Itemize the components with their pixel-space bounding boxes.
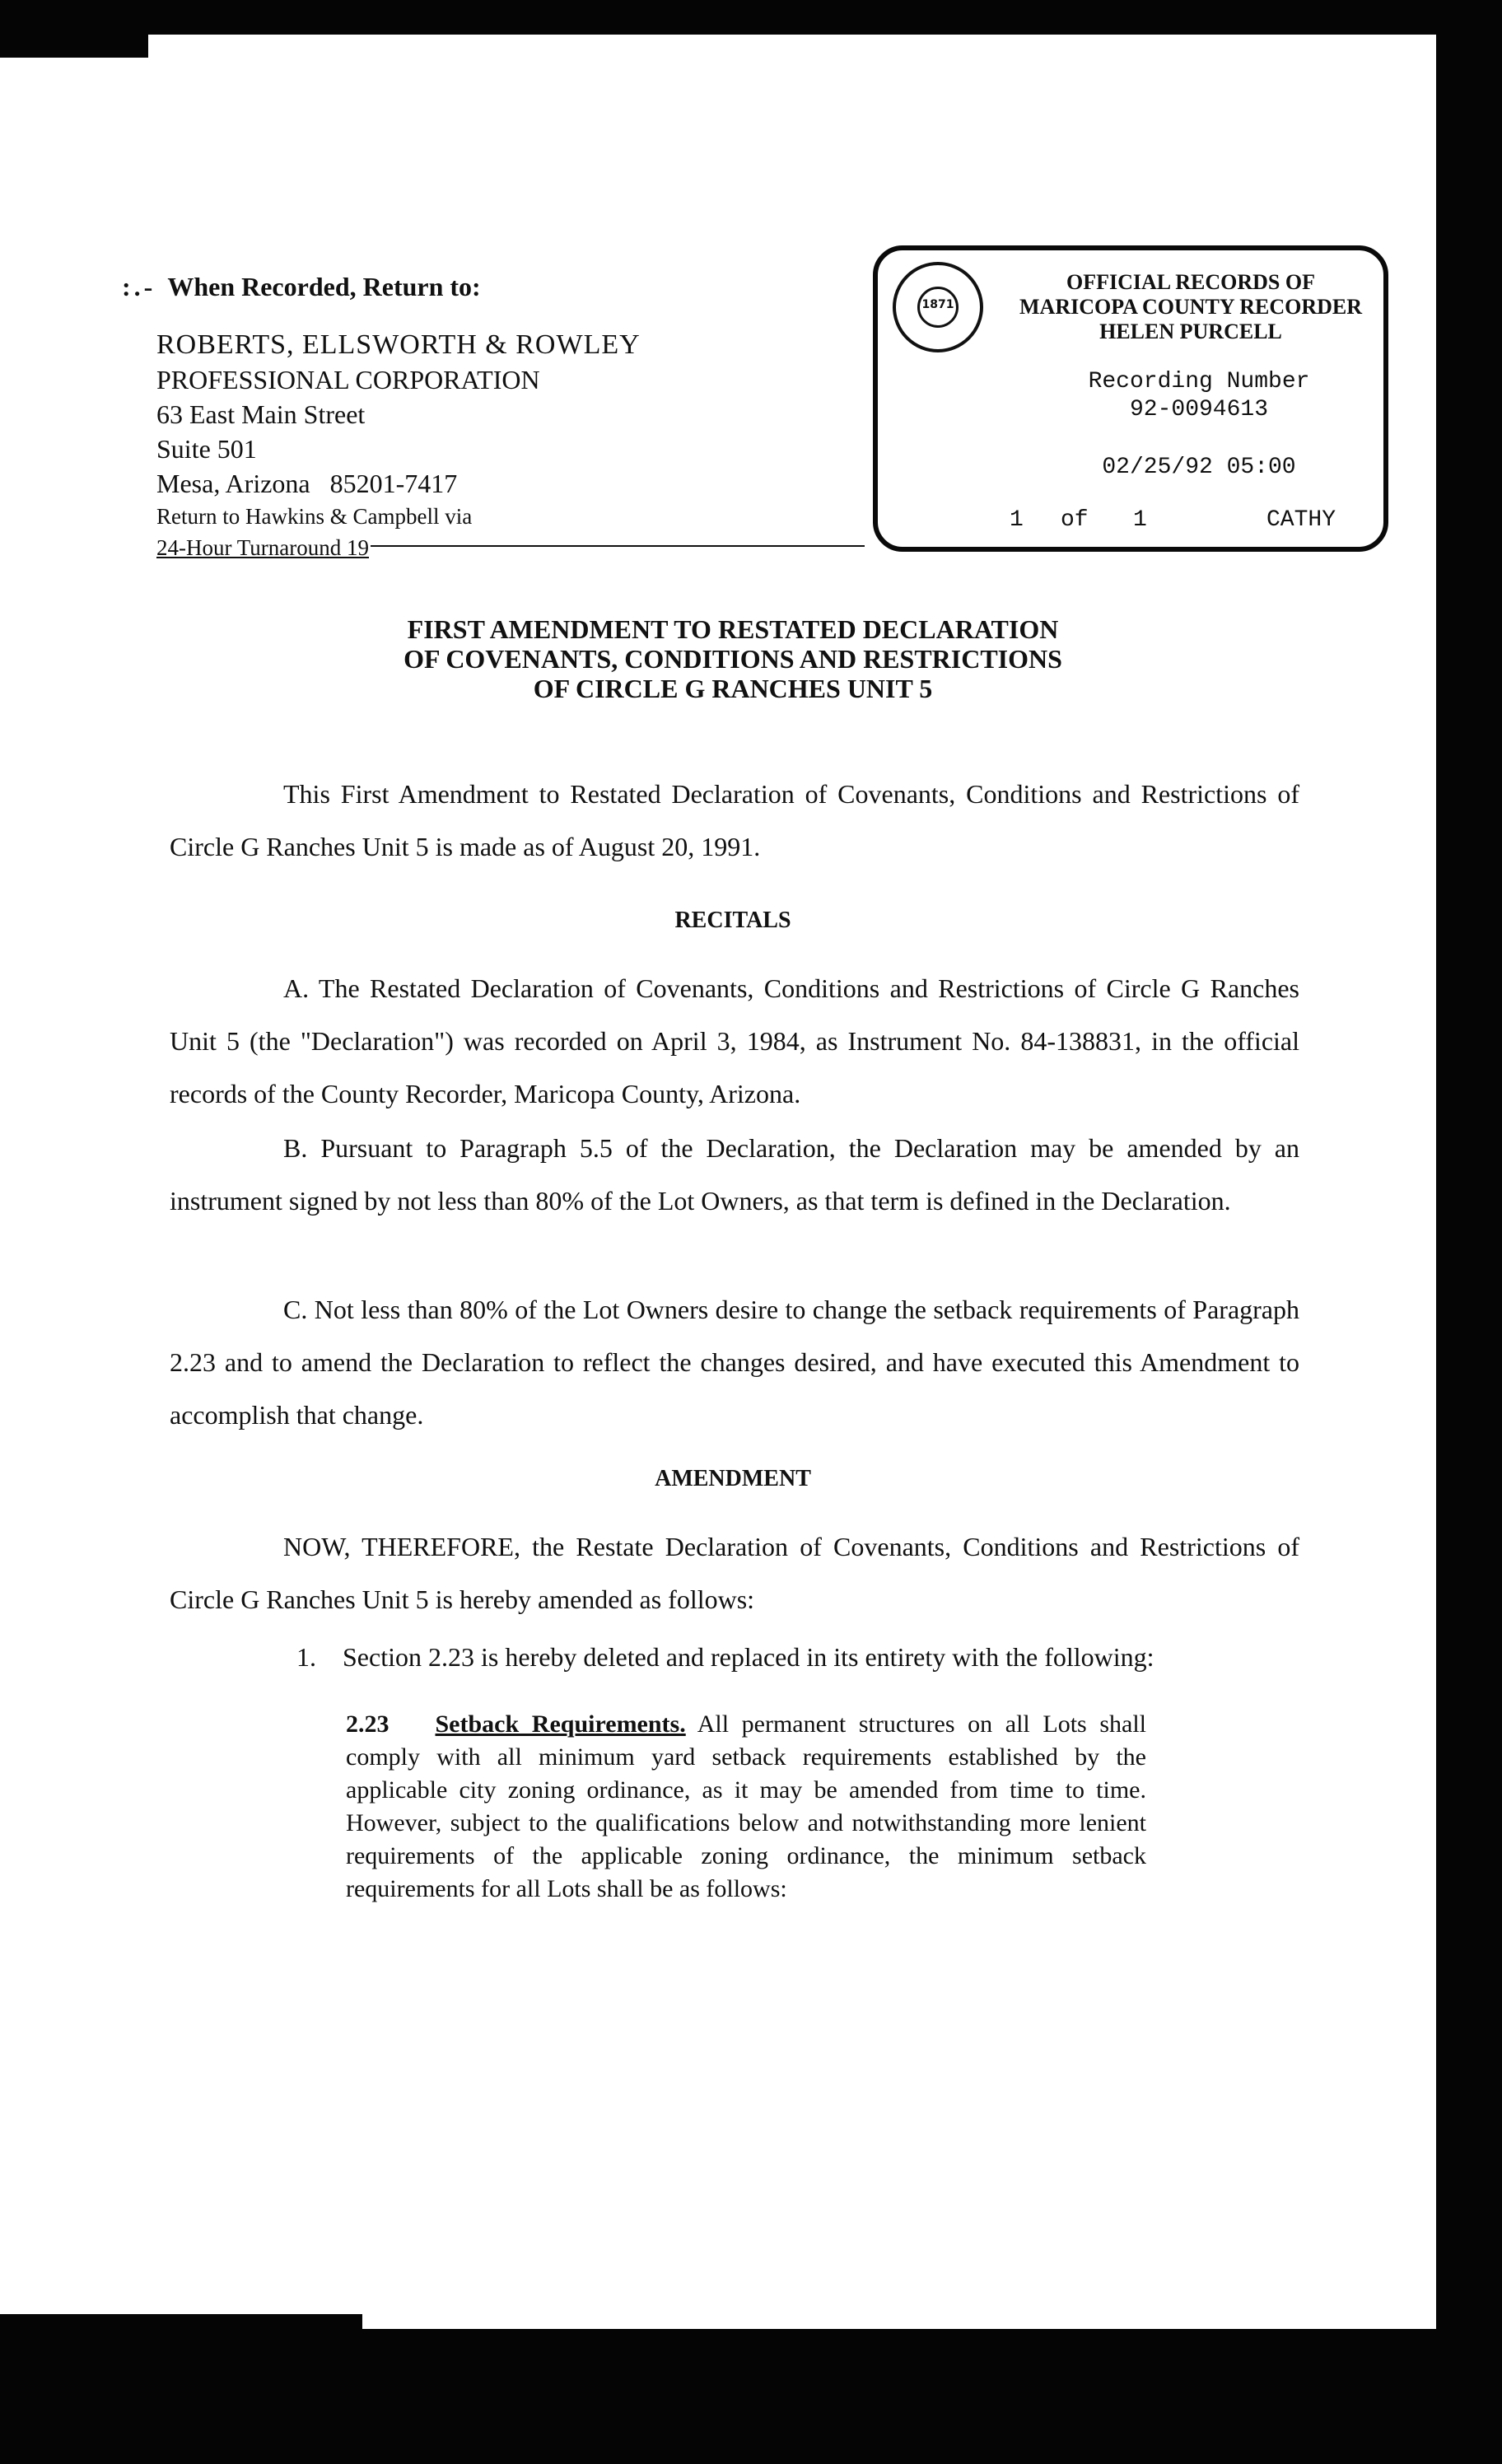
recording-label: Recording Number xyxy=(1088,369,1310,394)
firm-corporation: PROFESSIONAL CORPORATION xyxy=(156,365,540,394)
title-line3: OF CIRCLE G RANCHES UNIT 5 xyxy=(533,674,933,703)
office-line3: HELEN PURCELL xyxy=(1099,320,1282,343)
section-title: Setback Requirements. xyxy=(435,1710,686,1738)
recital-c-text: C. Not less than 80% of the Lot Owners desire to change the setback requirements of Paragraph 2.23 and to amend the Declaration to reflect the changes desired, and have executed this Amendment to accomplish that change. xyxy=(170,1295,1299,1430)
return-note-line1: Return to Hawkins & Campbell via xyxy=(156,504,473,529)
suite-line: Suite 501 xyxy=(156,434,257,464)
street-line: 63 East Main Street xyxy=(156,399,366,429)
page-of-label: of xyxy=(1061,507,1089,533)
section-text: All permanent structures on all Lots shall comply with all minimum yard setback requirements established by the applicable city zoning ordinance, as it may be amended from time to time. However, subject to the qualifications below and notwithstanding more lenient requirements of the applicable zoning ordinance, the minimum setback requirements for all Lots shall be as follows: xyxy=(346,1710,1146,1902)
return-address xyxy=(156,328,641,563)
recording-date: 02/25/92 05:00 xyxy=(1102,455,1296,480)
amendment-item-1 xyxy=(296,1642,1154,1673)
recital-a xyxy=(170,962,1299,1120)
office-line1: OFFICIAL RECORDS OF xyxy=(1066,270,1315,294)
item-number: 1. xyxy=(296,1642,316,1672)
recorder-office xyxy=(993,270,1388,344)
title-line2: OF COVENANTS, CONDITIONS AND RESTRICTIONS xyxy=(403,644,1062,674)
return-label: When Recorded, Return to: xyxy=(167,272,481,301)
scan-border-bottom xyxy=(0,2329,1502,2464)
intro-paragraph xyxy=(170,768,1299,873)
recital-a-text: A. The Restated Declaration of Covenants, Conditions and Restrictions of Circle G Ranches Unit 5 (the "Declaration") was recorded on April 3, 1984, as Instrument No. 84-138831, in the official records of the County Recorder, Maricopa County, Arizona. xyxy=(170,973,1299,1108)
firm-name: ROBERTS, ELLSWORTH & ROWLEY xyxy=(156,329,641,360)
recital-b xyxy=(170,1122,1299,1227)
recital-c xyxy=(170,1283,1299,1441)
section-number: 2.23 xyxy=(346,1710,389,1738)
amendment-heading: AMENDMENT xyxy=(655,1466,811,1491)
total-pages: 1 xyxy=(1133,507,1147,533)
scan-border-right xyxy=(1436,0,1502,2464)
return-note-line2: 24-Hour Turnaround 19 xyxy=(156,535,370,560)
now-therefore-text: NOW, THEREFORE, the Restate Declaration of Covenants, Conditions and Restrictions of Circle G Ranches Unit 5 is hereby amended as follows: xyxy=(170,1532,1299,1614)
county-seal-icon xyxy=(893,262,983,352)
clerk-name: CATHY xyxy=(1266,507,1336,533)
seal-year: 1871 xyxy=(921,298,954,311)
address-rule xyxy=(371,545,865,547)
section-2-23 xyxy=(346,1708,1146,1906)
item-text: Section 2.23 is hereby deleted and replaced in its entirety with the following: xyxy=(343,1642,1154,1672)
recording-number: 92-0094613 xyxy=(1129,397,1269,422)
page-number: 1 xyxy=(1010,507,1024,533)
intro-text: This First Amendment to Restated Declaration of Covenants, Conditions and Restrictions of Circle G Ranches Unit 5 is made as of August 20, 1991. xyxy=(170,779,1299,861)
recitals-heading: RECITALS xyxy=(674,908,791,933)
office-line2: MARICOPA COUNTY RECORDER xyxy=(1019,295,1362,319)
recital-b-text: B. Pursuant to Paragraph 5.5 of the Declaration, the Declaration may be amended by an instrument signed by not less than 80% of the Lot Owners, as that term is defined in the Declaration. xyxy=(170,1133,1299,1216)
return-heading xyxy=(122,272,481,302)
city-line: Mesa, Arizona 85201-7417 xyxy=(156,469,458,498)
title-line1: FIRST AMENDMENT TO RESTATED DECLARATION xyxy=(407,614,1059,644)
recorder-stamp xyxy=(873,245,1388,552)
return-marks: :.- xyxy=(122,272,156,301)
now-therefore-paragraph xyxy=(170,1520,1299,1626)
document-title xyxy=(247,614,1219,703)
